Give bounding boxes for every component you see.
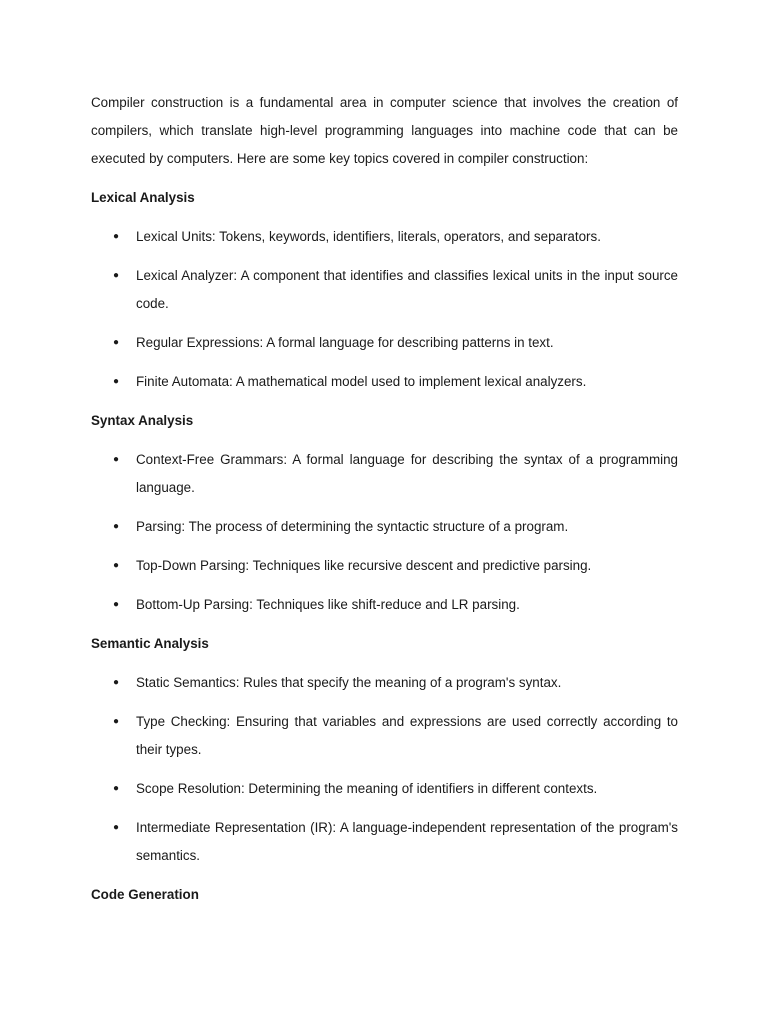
list-item-text: Regular Expressions: A formal language for describing patterns in text. [136,335,554,350]
list-item-text: Context-Free Grammars: A formal language for describing the syntax of a programming language. [136,452,678,495]
list-item [91,262,678,318]
list-item-text: Type Checking: Ensuring that variables and expressions are used correctly according to their types. [136,714,678,757]
list-item [91,814,678,870]
list-item-text: Static Semantics: Rules that specify the meaning of a program's syntax. [136,675,562,690]
bullet-icon: ● [113,337,120,348]
list-item-text: Parsing: The process of determining the syntactic structure of a program. [136,519,569,534]
list-item-text: Scope Resolution: Determining the meaning of identifiers in different contexts. [136,781,598,796]
list-item-text: Bottom-Up Parsing: Techniques like shift-reduce and LR parsing. [136,597,520,612]
list-item [91,591,678,619]
list-item [91,552,678,580]
bullet-icon: ● [113,716,120,727]
bullet-icon: ● [113,231,120,242]
bullet-icon: ● [113,783,120,794]
list-item-text: Finite Automata: A mathematical model used to implement lexical analyzers. [136,374,587,389]
bullet-icon: ● [113,376,120,387]
section-heading: Syntax Analysis [91,413,194,428]
list-item [91,329,678,357]
bullet-list [91,223,678,396]
bullet-icon: ● [113,454,120,465]
bullet-icon: ● [113,599,120,610]
list-item [91,669,678,697]
list-item [91,368,678,396]
document-page [91,89,678,920]
bullet-list [91,446,678,619]
list-item [91,446,678,502]
list-item [91,775,678,803]
list-item-text: Top-Down Parsing: Techniques like recursive descent and predictive parsing. [136,558,592,573]
intro-paragraph: Compiler construction is a fundamental area in computer science that involves the creation of compilers, which translate high-level programming languages into machine code that can be executed by computers. Here are some key topics covered in compiler construction: [91,95,678,166]
bullet-icon: ● [113,521,120,532]
list-item-text: Lexical Analyzer: A component that identifies and classifies lexical units in the input source code. [136,268,678,311]
list-item [91,223,678,251]
section-code-generation [91,881,678,909]
list-item-text: Lexical Units: Tokens, keywords, identifiers, literals, operators, and separators. [136,229,601,244]
bullet-list [91,669,678,870]
bullet-icon: ● [113,560,120,571]
list-item-text: Intermediate Representation (IR): A language-independent representation of the program's semantics. [136,820,678,863]
list-item [91,513,678,541]
section-heading: Semantic Analysis [91,636,209,651]
section-lexical-analysis [91,184,678,396]
section-syntax-analysis [91,407,678,619]
list-item [91,708,678,764]
section-heading: Lexical Analysis [91,190,195,205]
bullet-icon: ● [113,822,120,833]
bullet-icon: ● [113,677,120,688]
bullet-icon: ● [113,270,120,281]
section-heading: Code Generation [91,887,199,902]
section-semantic-analysis [91,630,678,870]
